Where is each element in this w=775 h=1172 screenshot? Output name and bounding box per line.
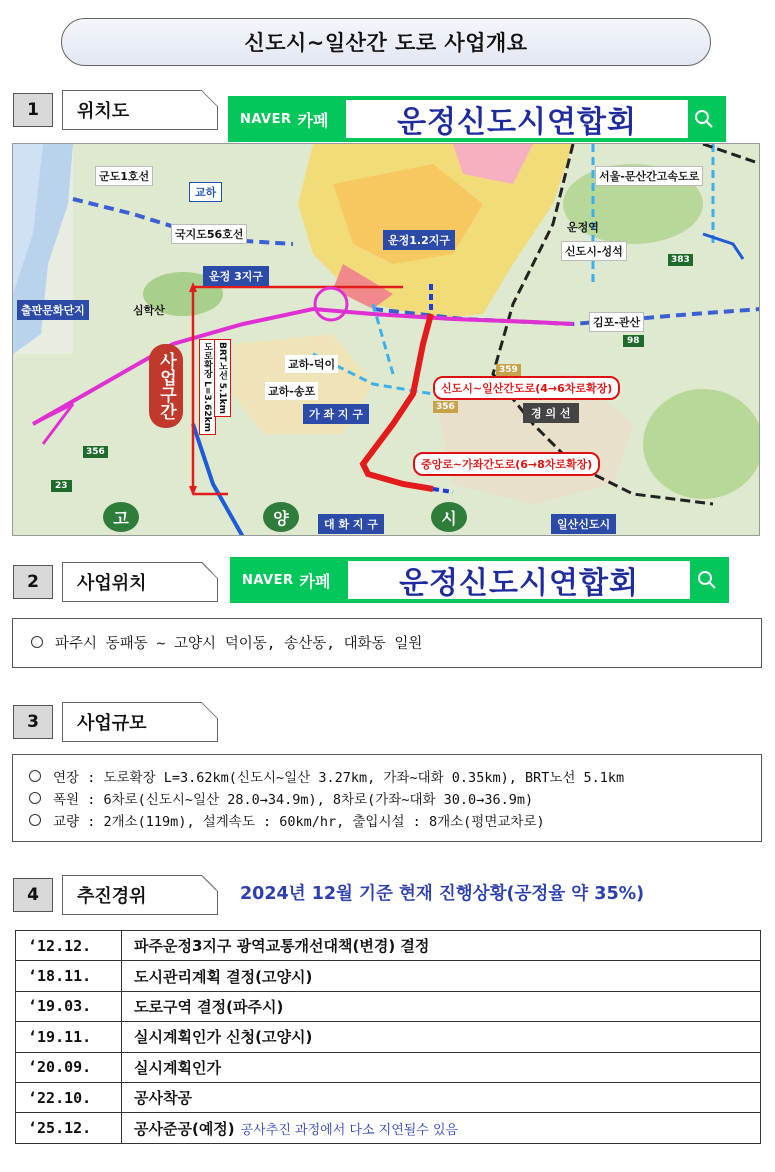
table-row bbox=[16, 1082, 761, 1112]
cafe-name: 운정신도시연합회 bbox=[348, 561, 690, 599]
timeline-note: 공사추진 과정에서 다소 지연될수 있음 bbox=[240, 1122, 459, 1138]
map-label-seoul-munsan: 서울-문산간고속도로 bbox=[595, 166, 703, 186]
map-label-yang: 양 bbox=[263, 502, 299, 532]
map-label-gajwa: 가 좌 지 구 bbox=[303, 404, 369, 424]
route-359: 359 bbox=[496, 364, 521, 376]
table-row bbox=[16, 1052, 761, 1082]
map-label-sindosi-sungseok: 신도시-성석 bbox=[561, 241, 627, 261]
section-4-label-text: 추진경위 bbox=[77, 886, 147, 907]
fold-corner-icon bbox=[202, 90, 218, 106]
search-icon[interactable] bbox=[693, 566, 721, 594]
timeline-desc-cell bbox=[122, 931, 761, 961]
route-98: 98 bbox=[623, 335, 644, 347]
table-row bbox=[16, 991, 761, 1021]
section-1-number: 1 bbox=[13, 93, 53, 127]
timeline-date: ‘18.11. bbox=[16, 961, 122, 991]
map-label-gyoha-songpo: 교하-송포 bbox=[265, 382, 318, 400]
map-label-si: 시 bbox=[431, 502, 467, 532]
map-label-brt-vertical: BRT노선 5.1km bbox=[214, 339, 231, 417]
fold-corner-icon bbox=[202, 562, 218, 578]
timeline-date: ‘20.09. bbox=[16, 1052, 122, 1082]
timeline-desc: 실시계획인가 신청(고양시) bbox=[134, 1028, 313, 1047]
fold-corner-icon bbox=[202, 875, 218, 891]
status-note: 2024년 12월 기준 현재 진행상황(공정율 약 35%) bbox=[240, 884, 645, 904]
scale-line-length: 연장 : 도로확장 L=3.62km(신도시~일산 3.27km, 가좌~대화 0.35km), BRT노선 5.1km bbox=[53, 770, 625, 786]
route-356b: 356 bbox=[83, 446, 108, 458]
scale-line-width: 폭원 : 6차로(신도시~일산 28.0→34.9m), 8차로(가좌~대화 30.0→36.9m) bbox=[53, 792, 534, 808]
section-3-label bbox=[62, 702, 218, 742]
map-label-unjeong-station: 운정역 bbox=[567, 221, 599, 234]
map-label-unjeong3: 운정 3지구 bbox=[203, 266, 269, 286]
timeline-date: ‘19.11. bbox=[16, 1022, 122, 1052]
location-map bbox=[12, 143, 760, 536]
map-label-gimpo-gwansan: 김포-관산 bbox=[589, 312, 644, 332]
naver-brand: NAVER bbox=[240, 111, 292, 127]
section-1-label bbox=[62, 90, 218, 130]
map-label-gyoha: 교하 bbox=[189, 182, 222, 202]
naver-cafe-label: 카페 bbox=[299, 571, 331, 591]
bullet-circle-icon bbox=[29, 792, 41, 804]
route-356a: 356 bbox=[433, 401, 458, 413]
table-row bbox=[16, 1113, 761, 1143]
map-label-simhaksan: 심학산 bbox=[133, 304, 165, 317]
table-row bbox=[16, 1022, 761, 1052]
section-2-label bbox=[62, 562, 218, 602]
map-label-gukjido56: 국지도56호선 bbox=[171, 224, 247, 244]
map-label-daehwa: 대 화 지 구 bbox=[318, 514, 384, 534]
timeline-date: ‘25.12. bbox=[16, 1113, 122, 1143]
timeline-date: ‘22.10. bbox=[16, 1082, 122, 1112]
section-1-label-text: 위치도 bbox=[77, 101, 130, 122]
route-23: 23 bbox=[51, 480, 72, 492]
timeline-date: ‘12.12. bbox=[16, 931, 122, 961]
map-label-new-road1: 신도시~일산간도로(4→6차로확장) bbox=[433, 376, 620, 400]
naver-brand: NAVER bbox=[242, 572, 294, 588]
map-label-go: 고 bbox=[103, 502, 139, 532]
section-2-number: 2 bbox=[13, 565, 53, 599]
scale-line-bridge: 교량 : 2개소(119m), 설계속도 : 60km/hr, 출입시설 : 8개소(평면교차로) bbox=[53, 814, 545, 830]
timeline-desc-cell bbox=[122, 1052, 761, 1082]
section-4-label bbox=[62, 875, 218, 915]
bullet-circle-icon bbox=[29, 770, 41, 782]
map-label-road-expansion-vertical: 도로확장 L=3.62km bbox=[199, 339, 216, 435]
timeline-desc: 파주운정3지구 광역교통개선대책(변경) 결정 bbox=[134, 937, 430, 956]
timeline-desc-cell bbox=[122, 1113, 761, 1143]
section-2-label-text: 사업위치 bbox=[77, 573, 147, 594]
map-label-ilsan-new: 일산신도시 bbox=[551, 514, 616, 534]
bullet-circle-icon bbox=[29, 814, 41, 826]
timeline-desc: 도로구역 결정(파주시) bbox=[134, 997, 284, 1016]
timeline-desc-cell bbox=[122, 961, 761, 991]
map-label-new-road2: 중앙로~가좌간도로(6→8차로확장) bbox=[413, 452, 600, 476]
fold-corner-icon bbox=[202, 702, 218, 718]
page-title: 신도시~일산간 도로 사업개요 bbox=[61, 18, 711, 66]
naver-cafe-banner-2[interactable] bbox=[230, 557, 729, 603]
timeline-desc-cell bbox=[122, 1082, 761, 1112]
scale-box bbox=[12, 754, 762, 842]
map-label-gunro1: 군도1호선 bbox=[95, 166, 153, 186]
location-box bbox=[12, 618, 762, 668]
table-row bbox=[16, 961, 761, 991]
section-3-number: 3 bbox=[13, 705, 53, 739]
table-row bbox=[16, 931, 761, 961]
map-label-section-vertical: 사업구간 bbox=[149, 344, 183, 428]
map-label-gyeongui: 경 의 선 bbox=[523, 403, 579, 423]
bullet-circle-icon bbox=[31, 636, 43, 648]
naver-cafe-label: 카페 bbox=[297, 110, 329, 130]
timeline-desc: 공사준공(예정) bbox=[134, 1119, 235, 1138]
timeline-desc: 공사착공 bbox=[134, 1089, 192, 1108]
map-label-gyoha-deogi: 교하-덕이 bbox=[285, 355, 338, 373]
naver-cafe-banner[interactable] bbox=[228, 96, 726, 142]
route-383: 383 bbox=[668, 254, 693, 266]
timeline-table bbox=[15, 930, 761, 1144]
map-label-unjeong12: 운정1.2지구 bbox=[383, 230, 455, 250]
map-label-chulpan: 출판문화단지 bbox=[17, 300, 89, 320]
location-text: 파주시 동패동 ~ 고양시 덕이동, 송산동, 대화동 일원 bbox=[55, 635, 423, 652]
timeline-date: ‘19.03. bbox=[16, 991, 122, 1021]
timeline-desc: 실시계획인가 bbox=[134, 1058, 221, 1077]
timeline-desc: 도시관리계획 결정(고양시) bbox=[134, 967, 313, 986]
timeline-desc-cell bbox=[122, 991, 761, 1021]
section-3-label-text: 사업규모 bbox=[77, 713, 147, 734]
cafe-name: 운정신도시연합회 bbox=[346, 100, 688, 138]
search-icon[interactable] bbox=[690, 105, 718, 133]
section-4-number: 4 bbox=[13, 878, 53, 912]
timeline-desc-cell bbox=[122, 1022, 761, 1052]
